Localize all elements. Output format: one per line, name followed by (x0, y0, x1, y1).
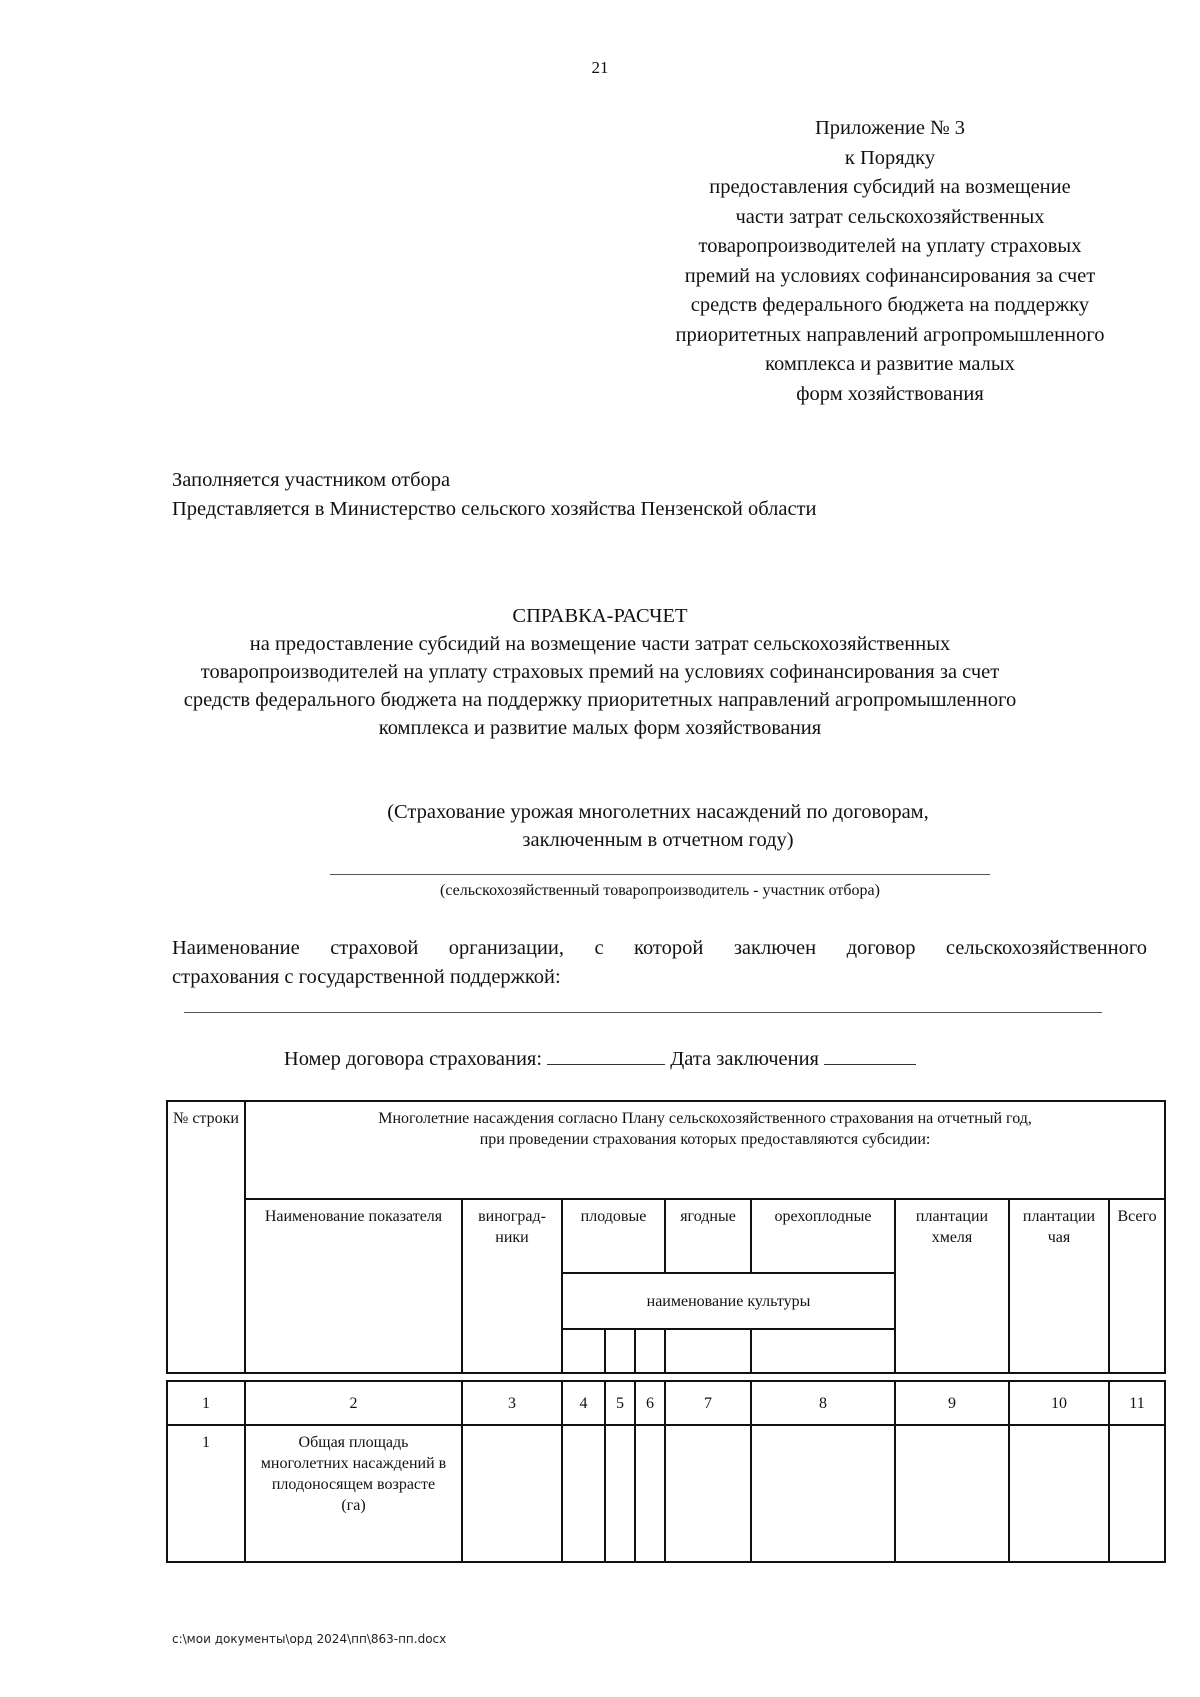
data-cell[interactable] (751, 1425, 895, 1562)
appendix-line: форм хозяйствования (796, 382, 984, 405)
document-title (0, 602, 1200, 742)
appendix-line: комплекса и развитие малых (765, 353, 1015, 375)
crop-cell[interactable] (562, 1329, 605, 1373)
column-number: 5 (605, 1381, 635, 1425)
main-header-line-2: при проведении страхования которых предоставляются субсидии: (479, 1131, 931, 1148)
data-cell[interactable] (562, 1425, 605, 1562)
appendix-line: предоставления субсидий на возмещение (709, 176, 1071, 198)
crop-cell[interactable] (665, 1329, 751, 1373)
indicator-cell: Общая площадь многолетних насаждений в плодоносящем возрасте (га) (245, 1425, 462, 1562)
appendix-block (620, 114, 1160, 409)
column-number: 4 (562, 1381, 605, 1425)
crop-cell[interactable] (635, 1329, 665, 1373)
fill-note (172, 466, 816, 524)
title-line: комплекса и развитие малых форм хозяйствования (378, 717, 822, 739)
row-number-header: № строки (167, 1101, 245, 1373)
appendix-line: Приложение № 3 (814, 117, 966, 139)
column-number: 11 (1109, 1381, 1165, 1425)
appendix-line: премий на условиях софинансирования за счет (684, 264, 1096, 287)
subtitle-line-1: (Страхование урожая многолетних насаждений по договорам, (387, 801, 929, 823)
data-cell[interactable] (895, 1425, 1009, 1562)
tea-header: плантации чая (1009, 1199, 1109, 1373)
page-number: 21 (591, 58, 609, 77)
nut-header: орехоплодные (751, 1199, 895, 1273)
subtitle-line-2: заключенным в отчетном году) (522, 829, 794, 851)
insurer-blank-line[interactable] (184, 1012, 1102, 1013)
column-number: 8 (751, 1381, 895, 1425)
insurer-label (172, 934, 1147, 992)
data-cell[interactable] (1109, 1425, 1165, 1562)
contract-number-blank[interactable] (547, 1046, 665, 1065)
footer-file-path: c:\мои документы\орд 2024\пп\863-пп.docx (172, 1632, 447, 1646)
subsidy-table-body (166, 1380, 1166, 1563)
appendix-line: к Порядку (844, 146, 936, 169)
table-row (167, 1425, 1165, 1562)
row-number: 1 (167, 1425, 245, 1562)
main-header (245, 1101, 1165, 1199)
producer-blank-line[interactable] (330, 874, 990, 875)
main-header-line-1: Многолетние насаждения согласно Плану сельскохозяйственного страхования на отчетный год, (378, 1110, 1032, 1127)
fruit-header: плодовые (562, 1199, 665, 1273)
crop-cell[interactable] (605, 1329, 635, 1373)
vineyards-header: виноград-ники (462, 1199, 562, 1373)
producer-caption: (сельскохозяйственный товаропроизводитель - участник отбора) (440, 882, 880, 899)
column-number: 9 (895, 1381, 1009, 1425)
data-cell[interactable] (605, 1425, 635, 1562)
data-cell[interactable] (462, 1425, 562, 1562)
title-line: средств федерального бюджета на поддержку приоритетных направлений агропромышленного (183, 689, 1017, 711)
appendix-line: части затрат сельскохозяйственных (735, 205, 1045, 228)
appendix-line: средств федерального бюджета на поддержку (690, 294, 1090, 316)
title-heading: СПРАВКА-РАСЧЕТ (512, 605, 688, 627)
contract-number-label: Номер договора страхования: (283, 1048, 543, 1070)
contract-line (0, 1046, 1200, 1071)
berry-header: ягодные (665, 1199, 751, 1273)
column-number: 7 (665, 1381, 751, 1425)
crop-cell[interactable] (751, 1329, 895, 1373)
contract-date-label: Дата заключения (670, 1048, 819, 1070)
contract-date-blank[interactable] (824, 1046, 916, 1065)
fill-note-line-2: Представляется в Министерство сельского хозяйства Пензенской области (172, 498, 817, 520)
data-cell[interactable] (1009, 1425, 1109, 1562)
column-number: 2 (245, 1381, 462, 1425)
data-cell[interactable] (635, 1425, 665, 1562)
appendix-line: товаропроизводителей на уплату страховых (698, 235, 1082, 257)
column-number: 1 (167, 1381, 245, 1425)
fill-note-line-1: Заполняется участником отбора (172, 469, 451, 491)
subtitle (58, 798, 1200, 854)
indicator-header: Наименование показателя (245, 1199, 462, 1373)
hops-header: плантации хмеля (895, 1199, 1009, 1373)
subsidy-table-header (166, 1100, 1166, 1374)
data-cell[interactable] (665, 1425, 751, 1562)
insurer-label-line-1: Наименование страховой организации, с которой заключен договор сельскохозяйственного (172, 937, 1147, 959)
title-line: товаропроизводителей на уплату страховых премий на условиях софинансирования за счет (200, 661, 1000, 683)
column-number: 6 (635, 1381, 665, 1425)
total-header: Всего (1109, 1199, 1165, 1373)
insurer-label-line-2: страхования с государственной поддержкой: (172, 966, 561, 988)
column-number: 10 (1009, 1381, 1109, 1425)
column-number-row (167, 1381, 1165, 1425)
title-line: на предоставление субсидий на возмещение части затрат сельскохозяйственных (249, 633, 951, 655)
appendix-line: приоритетных направлений агропромышленного (675, 323, 1105, 346)
crop-name-header: наименование культуры (562, 1273, 895, 1329)
column-number: 3 (462, 1381, 562, 1425)
